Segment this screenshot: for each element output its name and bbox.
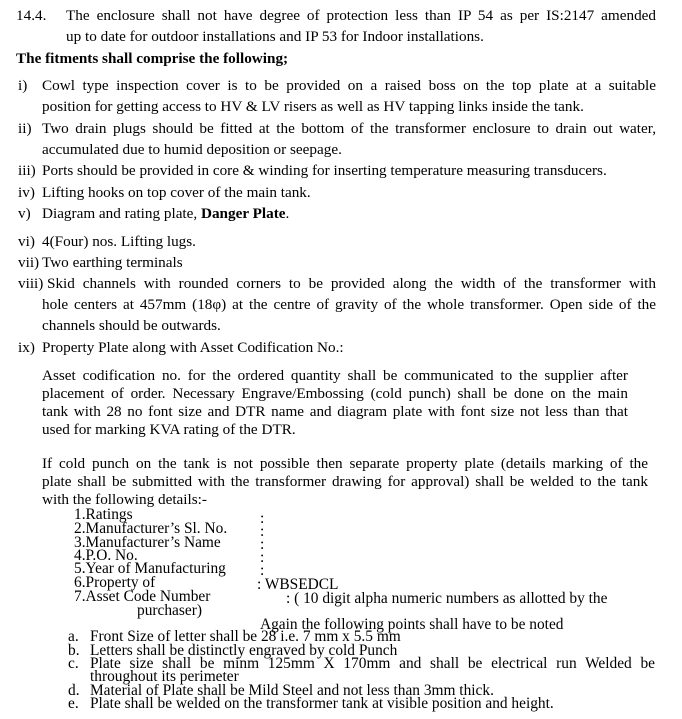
item-line: channels should be outwards. [42, 317, 221, 334]
item-line: position for getting access to HV & LV risers as well as HV tapping links inside the tank. [42, 98, 584, 115]
item-line: Lifting hooks on top cover of the main tank. [42, 184, 311, 201]
clause-line-1: The enclosure shall not have degree of protection less than IP 54 as per IS:2147 amended [66, 7, 656, 24]
detail-label: 1.Ratings [74, 506, 133, 523]
detail-label: 2.Manufacturer’s Sl. No. [74, 520, 228, 537]
purchaser-text: purchaser) [137, 602, 202, 619]
item-line: Two drain plugs should be fitted at the bottom of the transformer enclosure to drain out water, [42, 120, 656, 137]
fitments-heading: The fitments shall comprise the following; [16, 50, 289, 67]
detail-label: 6.Property of [74, 574, 156, 591]
para-line: plate shall be submitted with the transformer drawing for approval) shall be welded to the tank [42, 473, 648, 490]
point-text: Plate size shall be minm 125mm X 170mm and shall be electrical run Welded be [90, 655, 655, 672]
item-line [42, 206, 289, 221]
item-marker: vii) [18, 254, 40, 271]
item-marker: iii) [18, 162, 36, 179]
item-line: Two earthing terminals [42, 254, 183, 271]
para-line: tank with 28 no font size and DTR name and diagram plate with font size not less than that [42, 403, 628, 420]
para-line: used for marking KVA rating of the DTR. [42, 421, 296, 438]
point-text: Letters shall be distinctly engraved by cold Punch [90, 642, 398, 659]
point-text: Material of Plate shall be Mild Steel and not less than 3mm thick. [90, 682, 494, 699]
item-line: hole centers at 457mm (18φ) at the centre of gravity of the whole transformer. Open side of the [42, 296, 656, 313]
clause-number: 14.4. [16, 7, 47, 24]
detail-label: 3.Manufacturer’s Name [74, 534, 221, 551]
detail-sep: : [260, 536, 265, 553]
item-line: Property Plate along with Asset Codification No.: [42, 339, 344, 356]
detail-sep: : [260, 523, 265, 540]
item-marker: ix) [18, 339, 35, 356]
item-line: 4(Four) nos. Lifting lugs. [42, 233, 196, 250]
item-line: Ports should be provided in core & winding for inserting temperature measuring transducers. [42, 162, 607, 179]
point-marker: b. [68, 642, 80, 659]
point-text-cont: throughout its perimeter [90, 668, 239, 685]
item-marker: viii) [18, 275, 44, 292]
point-marker: e. [68, 695, 79, 712]
detail-sep: : ( 10 digit alpha numeric numbers as allotted by the [286, 590, 608, 607]
detail-sep: : [260, 510, 265, 527]
para-line: Asset codification no. for the ordered quantity shall be communicated to the supplier after [42, 367, 628, 384]
danger-plate-text: Danger Plate [201, 205, 286, 222]
point-text: Front Size of letter shall be 28 i.e. 7 mm x 5.5 mm [90, 628, 401, 645]
item-marker: vi) [18, 233, 35, 250]
detail-label: 5.Year of Manufacturing [74, 560, 226, 577]
item-end: . [285, 205, 290, 222]
item-marker: i) [18, 77, 28, 94]
item-marker: ii) [18, 120, 32, 137]
again-heading: Again the following points shall have to be noted [260, 616, 564, 633]
point-marker: c. [68, 655, 79, 672]
item-text: Diagram and rating plate, [42, 205, 201, 222]
detail-label: 7.Asset Code Number [74, 588, 211, 605]
point-text: Plate shall be welded on the transformer tank at visible position and height. [90, 695, 554, 712]
detail-sep: : [260, 549, 265, 566]
point-marker: d. [68, 682, 80, 699]
item-marker: iv) [18, 184, 35, 201]
para-line: placement of order. Necessary Engrave/Embossing (cold punch) shall be done on the main [42, 385, 628, 402]
item-line: Cowl type inspection cover is to be provided on a raised boss on the top plate at a suitable [42, 77, 656, 94]
detail-label: 4.P.O. No. [74, 547, 138, 564]
item-marker: v) [18, 205, 31, 222]
item-line: Skid channels with rounded corners to be provided along the width of the transformer with [47, 275, 656, 292]
clause-line-2: up to date for outdoor installations and IP 53 for Indoor installations. [66, 28, 484, 45]
detail-sep: : WBSEDCL [257, 576, 339, 593]
point-marker: a. [68, 628, 79, 645]
detail-sep: : [260, 562, 265, 579]
item-line: accumulated due to humid deposition or seepage. [42, 141, 342, 158]
para-line: with the following details:- [42, 491, 207, 508]
para-line: If cold punch on the tank is not possible then separate property plate (details marking of the [42, 455, 648, 472]
